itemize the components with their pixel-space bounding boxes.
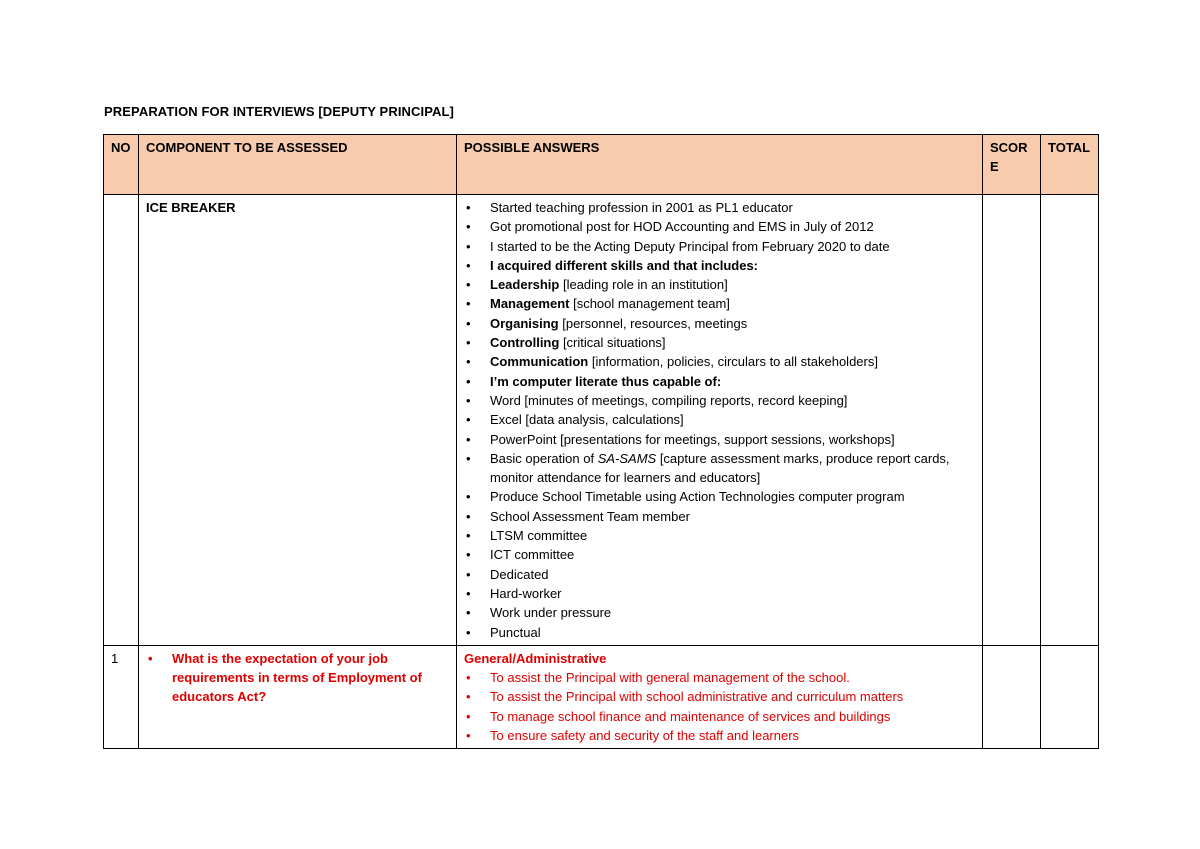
bullet-icon: • xyxy=(466,200,471,215)
question-text: What is the expectation of your job requirements in terms of Employment of educators Act? xyxy=(172,650,422,705)
answer-text: Word [minutes of meetings, compiling reports, record keeping] xyxy=(490,392,848,408)
answer-text-continued: [capture assessment marks, produce report cards, monitor attendance for learners and educators] xyxy=(490,450,950,486)
bullet-icon: • xyxy=(466,315,471,331)
component-cell xyxy=(139,645,457,748)
list-item xyxy=(464,391,975,410)
document-title: PREPARATION FOR INTERVIEWS [DEPUTY PRINCIPAL] xyxy=(104,104,454,119)
answers-list xyxy=(464,668,975,745)
header-answers: POSSIBLE ANSWERS xyxy=(457,135,983,195)
score-cell xyxy=(983,195,1041,646)
header-total: TOTAL xyxy=(1041,135,1099,195)
component-cell: ICE BREAKER xyxy=(139,195,457,646)
bullet-icon: • xyxy=(466,373,471,389)
list-item xyxy=(464,372,975,391)
list-item xyxy=(464,237,975,256)
list-item xyxy=(464,726,975,745)
bullet-icon: • xyxy=(466,624,471,640)
bullet-icon: • xyxy=(466,219,471,235)
row-number-cell: 1 xyxy=(104,645,139,748)
table-header-row xyxy=(104,135,1099,195)
answer-text: Started teaching profession in 2001 as PL1 educator xyxy=(490,200,793,215)
answer-text: LTSM committee xyxy=(490,528,588,544)
question-list xyxy=(146,649,449,707)
bullet-icon: • xyxy=(466,508,471,524)
bullet-icon: • xyxy=(466,450,471,466)
answer-bold-text: Management xyxy=(490,296,570,312)
answer-text: To manage school finance and maintenance of services and buildings xyxy=(490,708,891,724)
bullet-icon: • xyxy=(466,585,471,601)
answer-text: To assist the Principal with school administrative and curriculum matters xyxy=(490,689,904,705)
answer-bold-text: Controlling xyxy=(490,335,560,351)
answer-text: Dedicated xyxy=(490,566,549,582)
total-cell xyxy=(1041,195,1099,646)
interview-table xyxy=(103,134,1099,749)
header-no: NO xyxy=(104,135,139,195)
bullet-icon: • xyxy=(466,354,471,370)
list-item xyxy=(464,430,975,449)
answer-text: To ensure safety and security of the staff and learners xyxy=(490,728,800,744)
answer-text: To assist the Principal with general management of the school. xyxy=(490,670,850,686)
table-row-question-1 xyxy=(104,645,1099,748)
answer-bold-text: Leadership xyxy=(490,277,560,293)
list-item xyxy=(464,487,975,506)
bullet-icon: • xyxy=(466,257,471,273)
list-item xyxy=(464,352,975,371)
row-number-cell xyxy=(104,195,139,646)
list-item xyxy=(464,275,975,294)
header-score: SCORE xyxy=(983,135,1041,195)
answers-cell xyxy=(457,195,983,646)
bullet-icon: • xyxy=(466,605,471,621)
bullet-icon: • xyxy=(466,728,471,744)
header-component: COMPONENT TO BE ASSESSED xyxy=(139,135,457,195)
list-item xyxy=(464,217,975,236)
list-item xyxy=(464,333,975,352)
bullet-icon: • xyxy=(466,489,471,505)
answer-text: Hard-worker xyxy=(490,585,562,601)
answer-text: [leading role in an institution] xyxy=(559,277,728,293)
answer-text: [critical situations] xyxy=(559,335,666,351)
answer-text: ICT committee xyxy=(490,547,575,563)
list-item xyxy=(464,294,975,313)
answers-list xyxy=(464,198,975,642)
answer-text: Work under pressure xyxy=(490,605,612,621)
answer-text: [personnel, resources, meetings xyxy=(558,315,748,331)
bullet-icon: • xyxy=(466,296,471,312)
answers-heading: General/Administrative xyxy=(464,650,607,666)
list-item xyxy=(464,198,975,217)
bullet-icon: • xyxy=(466,238,471,254)
bullet-icon: • xyxy=(466,277,471,293)
total-cell xyxy=(1041,645,1099,748)
bullet-icon: • xyxy=(466,708,471,724)
list-item xyxy=(464,565,975,584)
answer-bold-text: Communication xyxy=(490,354,589,370)
answer-text: PowerPoint [presentations for meetings, support sessions, workshops] xyxy=(490,431,895,447)
list-item xyxy=(464,687,975,706)
list-item xyxy=(464,526,975,545)
score-cell xyxy=(983,645,1041,748)
list-item xyxy=(464,256,975,275)
answer-text: Produce School Timetable using Action Technologies computer program xyxy=(490,489,905,505)
bullet-icon: • xyxy=(466,431,471,447)
list-item xyxy=(464,707,975,726)
table-row-ice-breaker xyxy=(104,195,1099,646)
answers-cell xyxy=(457,645,983,748)
answer-italic-text: SA-SAMS xyxy=(597,450,657,466)
list-item xyxy=(464,545,975,564)
bullet-icon: • xyxy=(466,566,471,582)
answer-bold-text: I’m computer literate thus capable of: xyxy=(490,373,722,389)
bullet-icon: • xyxy=(466,335,471,351)
list-item xyxy=(464,603,975,622)
bullet-icon: • xyxy=(148,650,153,666)
bullet-icon: • xyxy=(466,412,471,428)
list-item xyxy=(464,410,975,429)
bullet-icon: • xyxy=(466,670,471,686)
answer-text: [school management team] xyxy=(569,296,730,312)
bullet-icon: • xyxy=(466,528,471,544)
list-item xyxy=(464,449,975,488)
bullet-icon: • xyxy=(466,392,471,408)
list-item xyxy=(464,668,975,687)
answer-text: [information, policies, circulars to all stakeholders] xyxy=(588,354,878,370)
list-item xyxy=(464,584,975,603)
bullet-icon: • xyxy=(466,547,471,563)
answer-text: I started to be the Acting Deputy Principal from February 2020 to date xyxy=(490,238,890,254)
answer-text: School Assessment Team member xyxy=(490,508,690,524)
list-item xyxy=(146,649,449,707)
answer-text: Punctual xyxy=(490,624,541,640)
answer-bold-text: Organising xyxy=(490,315,559,331)
answer-bold-text: I acquired different skills and that includes: xyxy=(490,257,758,273)
list-item xyxy=(464,314,975,333)
list-item xyxy=(464,623,975,642)
list-item xyxy=(464,507,975,526)
answer-text: Excel [data analysis, calculations] xyxy=(490,412,684,428)
bullet-icon: • xyxy=(466,689,471,705)
answer-text: Got promotional post for HOD Accounting and EMS in July of 2012 xyxy=(490,219,874,235)
answer-text: Basic operation of xyxy=(490,450,598,466)
